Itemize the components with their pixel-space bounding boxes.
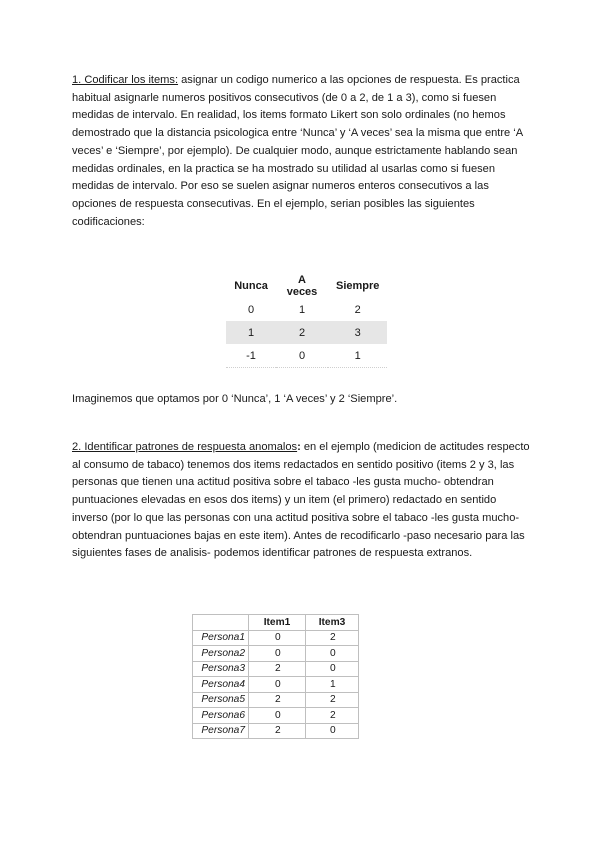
responses-header-row [193, 615, 359, 631]
section1-paragraph [72, 72, 534, 231]
item1-value: 2 [249, 723, 306, 739]
responses-row [193, 708, 359, 724]
codes-table [226, 274, 387, 368]
section2-colon: : [297, 441, 301, 453]
item3-value: 0 [306, 646, 359, 662]
item3-value: 2 [306, 630, 359, 646]
person-name: Persona4 [193, 677, 249, 693]
item1-value: 0 [249, 708, 306, 724]
person-name: Persona7 [193, 723, 249, 739]
responses-table [192, 614, 359, 739]
item3-value: 2 [306, 692, 359, 708]
codes-cell: -1 [226, 344, 276, 368]
codes-row [226, 344, 387, 368]
responses-header-cell: Item1 [249, 615, 306, 631]
person-name: Persona6 [193, 708, 249, 724]
responses-row [193, 692, 359, 708]
codes-row [226, 298, 387, 321]
section2-paragraph [72, 439, 534, 563]
codes-cell: 1 [328, 344, 387, 368]
person-name: Persona1 [193, 630, 249, 646]
person-name: Persona3 [193, 661, 249, 677]
responses-row [193, 723, 359, 739]
section2-text: en el ejemplo (medicion de actitudes respecto al consumo de tabaco) tenemos dos items redactados en sentido positivo (items 2 y 3, las personas que tienen una actitud positiva sobre el tabaco -les gusta mucho- obtendran puntuaciones elevadas en esos dos items) y un item (el primero) redactado en sentido inverso (por lo que las personas con una actitud positiva sobre el tabaco -les gusta mucho- obtendran puntuaciones bajas en este item). Antes de recodificarlo -paso necesario para las siguientes fases de analisis- podemos identificar patrones de respuesta extranos. [72, 441, 530, 560]
responses-header-cell: Item3 [306, 615, 359, 631]
section2-heading: 2. Identificar patrones de respuesta anomalos [72, 441, 298, 453]
codes-row [226, 321, 387, 344]
codes-cell: 1 [226, 321, 276, 344]
item1-value: 2 [249, 661, 306, 677]
responses-row [193, 677, 359, 693]
item1-value: 0 [249, 630, 306, 646]
item3-value: 0 [306, 723, 359, 739]
codes-cell: 2 [276, 321, 328, 344]
responses-row [193, 661, 359, 677]
note-paragraph: Imaginemos que optamos por 0 ‘Nunca’, 1 ‘A veces’ y 2 ‘Siempre’. [72, 393, 398, 405]
codes-cell: 0 [247, 303, 255, 316]
codes-header-cell: A veces [286, 274, 318, 298]
item3-value: 0 [306, 661, 359, 677]
person-name: Persona5 [193, 692, 249, 708]
item1-value: 2 [249, 692, 306, 708]
item1-value: 0 [249, 646, 306, 662]
section1-heading: 1. Codificar los items: [72, 74, 179, 86]
item1-value: 0 [249, 677, 306, 693]
codes-header-cell: Siempre [336, 280, 380, 292]
responses-row [193, 646, 359, 662]
item3-value: 2 [306, 708, 359, 724]
section1-text: asignar un codigo numerico a las opciones de respuesta. Es practica habitual asignarle numeros positivos consecutivos (de 0 a 2, de 1 a 3), como si fuesen medidas de intervalo. En realidad, los items formato Likert son solo ordinales (no hemos demostrado que la distancia psicologica entre ‘Nunca’ y ‘A veces’ sea la misma que entre ‘A veces’ e ‘Siempre’, por ejemplo). De cualquier modo, aunque estrictamente hablando sean medidas ordinales, en la practica se ha mostrado su utilidad al usarlas como si fuesen medidas de intervalo. Por eso se suelen asignar numeros enteros consecutivos a las opciones de respuesta consecutivas. En el ejemplo, serian posibles las siguientes codificaciones: [72, 74, 523, 228]
codes-cell: 0 [276, 344, 328, 368]
responses-row [193, 630, 359, 646]
item3-value: 1 [306, 677, 359, 693]
codes-cell: 3 [328, 321, 387, 344]
responses-header-cell [193, 615, 249, 631]
codes-header-cell: Nunca [234, 280, 268, 292]
person-name: Persona2 [193, 646, 249, 662]
codes-cell: 2 [354, 303, 361, 316]
codes-cell: 1 [298, 303, 306, 316]
codes-header-row [226, 274, 387, 298]
